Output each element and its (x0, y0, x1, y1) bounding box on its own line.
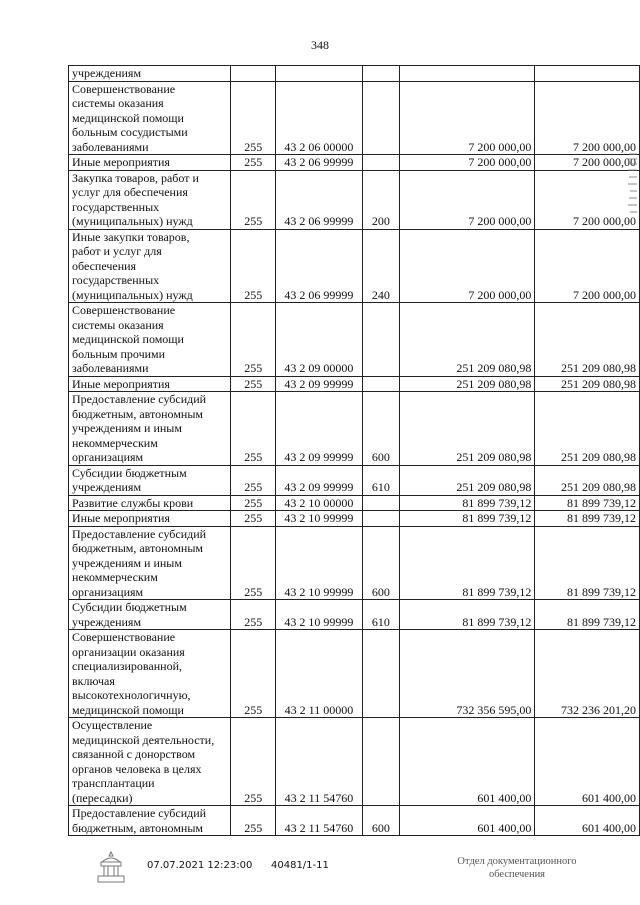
row-vr-cell (362, 376, 399, 392)
row-vr-cell (362, 495, 399, 511)
row-name-cell: Иные закупки товаров, работ и услуг для обеспечения государственных (муниципальных) нужд (69, 229, 231, 303)
row-csr-cell: 43 2 10 99999 (276, 526, 363, 600)
row-vr-cell: 600 (362, 392, 399, 466)
footer-department-stamp: Отдел документационного обеспечения (457, 856, 577, 880)
row-csr-cell: 43 2 09 99999 (276, 392, 363, 466)
table-row (69, 303, 640, 377)
row-csr-cell: 43 2 10 00000 (276, 495, 363, 511)
row-vr-cell (362, 155, 399, 171)
row-sum-current-cell: 251 209 080,98 (399, 303, 534, 377)
row-csr-cell: 43 2 09 99999 (276, 376, 363, 392)
row-csr-cell: 43 2 06 99999 (276, 170, 363, 229)
row-sum-current-cell: 251 209 080,98 (399, 376, 534, 392)
row-name-cell: Субсидии бюджетным учреждениям (69, 600, 231, 630)
table-row (69, 170, 640, 229)
row-sum-second-cell: 251 209 080,98 (535, 376, 640, 392)
row-name-cell: Предоставление субсидий бюджетным, автономным учреждениям и иным некоммерческим организациям (69, 526, 231, 600)
row-sum-second-cell: 251 209 080,98 (535, 303, 640, 377)
row-sum-current-cell: 81 899 739,12 (399, 526, 534, 600)
row-name-cell: Иные мероприятия (69, 511, 231, 527)
footer-document-number: 40481/1-11 (271, 860, 329, 871)
row-ved-cell: 255 (231, 630, 276, 718)
row-vr-cell: 610 (362, 600, 399, 630)
row-vr-cell (362, 630, 399, 718)
table-row (69, 376, 640, 392)
table-row (69, 392, 640, 466)
row-sum-second-cell: 601 400,00 (535, 718, 640, 806)
row-csr-cell: 43 2 09 00000 (276, 303, 363, 377)
scan-edge-marks (626, 150, 638, 220)
row-name-cell: Совершенствование организации оказания специализированной, включая высокотехнологичную, медицинской помощи (69, 630, 231, 718)
row-sum-current-cell: 601 400,00 (399, 806, 534, 836)
row-vr-cell: 200 (362, 170, 399, 229)
row-sum-second-cell: 81 899 739,12 (535, 495, 640, 511)
footer-date: 07.07.2021 12:23:00 (147, 860, 253, 871)
row-name-cell: Субсидии бюджетным учреждениям (69, 465, 231, 495)
row-csr-cell: 43 2 11 54760 (276, 718, 363, 806)
budget-table (68, 65, 640, 836)
table-row (69, 66, 640, 82)
row-sum-current-cell: 601 400,00 (399, 718, 534, 806)
row-name-cell: Иные мероприятия (69, 155, 231, 171)
table-row (69, 81, 640, 155)
row-sum-current-cell (399, 66, 534, 82)
row-sum-current-cell: 7 200 000,00 (399, 81, 534, 155)
row-ved-cell: 255 (231, 170, 276, 229)
table-row (69, 600, 640, 630)
row-name-cell: Совершенствование системы оказания медицинской помощи больным прочими заболеваниями (69, 303, 231, 377)
row-vr-cell: 600 (362, 806, 399, 836)
row-vr-cell: 600 (362, 526, 399, 600)
row-vr-cell (362, 511, 399, 527)
row-sum-second-cell: 81 899 739,12 (535, 511, 640, 527)
row-csr-cell: 43 2 09 99999 (276, 465, 363, 495)
row-sum-second-cell (535, 66, 640, 82)
row-vr-cell (362, 66, 399, 82)
table-row (69, 718, 640, 806)
row-vr-cell (362, 81, 399, 155)
row-sum-current-cell: 251 209 080,98 (399, 392, 534, 466)
row-ved-cell: 255 (231, 303, 276, 377)
table-row (69, 229, 640, 303)
row-ved-cell: 255 (231, 155, 276, 171)
table-row (69, 806, 640, 836)
row-sum-current-cell: 251 209 080,98 (399, 465, 534, 495)
row-ved-cell: 255 (231, 495, 276, 511)
row-ved-cell: 255 (231, 600, 276, 630)
row-sum-second-cell: 251 209 080,98 (535, 465, 640, 495)
row-name-cell: Развитие службы крови (69, 495, 231, 511)
row-sum-current-cell: 7 200 000,00 (399, 229, 534, 303)
table-row (69, 465, 640, 495)
page-number: 348 (311, 38, 329, 52)
table-row (69, 495, 640, 511)
row-sum-second-cell: 81 899 739,12 (535, 526, 640, 600)
row-ved-cell: 255 (231, 465, 276, 495)
row-sum-current-cell: 81 899 739,12 (399, 511, 534, 527)
row-name-cell: Осуществление медицинской деятельности, связанной с донорством органов человека в целях трансплантации (пересадки) (69, 718, 231, 806)
row-name-cell: Предоставление субсидий бюджетным, автономным учреждениям и иным некоммерческим организациям (69, 392, 231, 466)
table-row (69, 511, 640, 527)
row-ved-cell: 255 (231, 526, 276, 600)
table-row (69, 155, 640, 171)
row-ved-cell: 255 (231, 392, 276, 466)
row-csr-cell (276, 66, 363, 82)
row-ved-cell (231, 66, 276, 82)
row-ved-cell: 255 (231, 229, 276, 303)
table-row (69, 526, 640, 600)
row-sum-current-cell: 7 200 000,00 (399, 170, 534, 229)
row-csr-cell: 43 2 10 99999 (276, 511, 363, 527)
row-name-cell: Совершенствование системы оказания медицинской помощи больным сосудистыми заболеваниями (69, 81, 231, 155)
row-vr-cell: 610 (362, 465, 399, 495)
row-ved-cell: 255 (231, 376, 276, 392)
registry-stamp-icon (94, 850, 128, 886)
row-ved-cell: 255 (231, 806, 276, 836)
row-sum-second-cell: 7 200 000,00 (535, 170, 640, 229)
row-sum-second-cell: 7 200 000,00 (535, 155, 640, 171)
row-sum-current-cell: 7 200 000,00 (399, 155, 534, 171)
row-csr-cell: 43 2 06 99999 (276, 229, 363, 303)
row-csr-cell: 43 2 11 54760 (276, 806, 363, 836)
row-name-cell: Закупка товаров, работ и услуг для обеспечения государственных (муниципальных) нужд (69, 170, 231, 229)
row-name-cell: учреждениям (69, 66, 231, 82)
row-sum-second-cell: 81 899 739,12 (535, 600, 640, 630)
row-sum-current-cell: 81 899 739,12 (399, 495, 534, 511)
row-vr-cell (362, 718, 399, 806)
row-ved-cell: 255 (231, 511, 276, 527)
budget-table-body (69, 66, 640, 836)
row-csr-cell: 43 2 10 99999 (276, 600, 363, 630)
row-vr-cell (362, 303, 399, 377)
row-sum-second-cell: 732 236 201,20 (535, 630, 640, 718)
row-sum-current-cell: 81 899 739,12 (399, 600, 534, 630)
table-row (69, 630, 640, 718)
row-sum-current-cell: 732 356 595,00 (399, 630, 534, 718)
row-name-cell: Иные мероприятия (69, 376, 231, 392)
row-sum-second-cell: 7 200 000,00 (535, 81, 640, 155)
row-csr-cell: 43 2 11 00000 (276, 630, 363, 718)
row-sum-second-cell: 601 400,00 (535, 806, 640, 836)
row-sum-second-cell: 7 200 000,00 (535, 229, 640, 303)
row-ved-cell: 255 (231, 718, 276, 806)
row-csr-cell: 43 2 06 99999 (276, 155, 363, 171)
row-csr-cell: 43 2 06 00000 (276, 81, 363, 155)
row-ved-cell: 255 (231, 81, 276, 155)
row-vr-cell: 240 (362, 229, 399, 303)
row-name-cell: Предоставление субсидий бюджетным, автономным (69, 806, 231, 836)
row-sum-second-cell: 251 209 080,98 (535, 392, 640, 466)
